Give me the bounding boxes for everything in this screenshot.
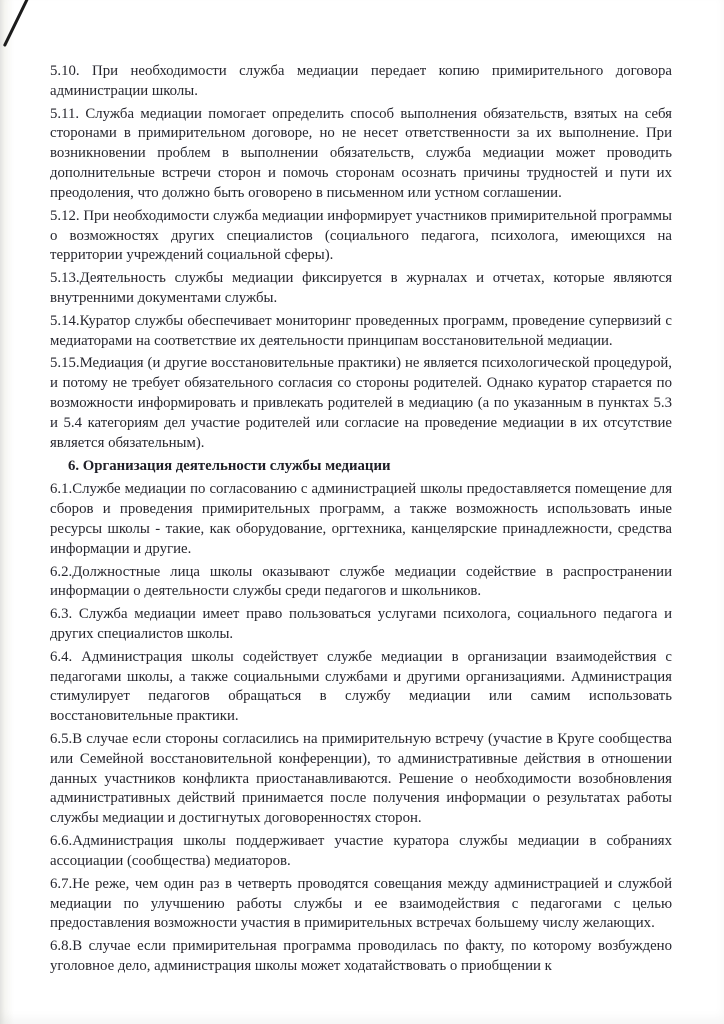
- clause-6-7: 6.7.Не реже, чем один раз в четверть проводятся совещания между администрацией и службой медиации по улучшению работы службы и ее взаимодействия с педагогами с целью предоставления возможности участия в примирительных встречах большему числу желающих.: [50, 875, 672, 932]
- clause-6-5: 6.5.В случае если стороны согласились на примирительную встречу (участие в Круге сообщества или Семейной восстановительной конференции), то административные действия в отношении данных участников конфликта приостанавливаются. Решение о необходимости возобновления административных действий принимается после получения информации о результатах работы службы медиации и достигнутых договоренностях сторон.: [50, 731, 672, 827]
- clause-6-3: 6.3. Служба медиации имеет право пользоваться услугами психолога, социального педагога и других специалистов школы.: [50, 606, 672, 642]
- clause-6-8: 6.8.В случае если примирительная программа проводилась по факту, по которому возбуждено уголовное дело, администрация школы может ходатайствовать о приобщении к: [50, 938, 672, 974]
- section-6-heading: 6. Организация деятельности службы медиации: [68, 458, 391, 475]
- clause-5-13: 5.13.Деятельность службы медиации фиксируется в журналах и отчетах, которые являются внутренними документами службы.: [50, 270, 672, 306]
- clause-5-14: 5.14.Куратор службы обеспечивает мониторинг проведенных программ, проведение супервизий с медиаторами на соответствие их деятельности принципам восстановительной медиации.: [50, 312, 672, 349]
- clause-5-12: 5.12. При необходимости служба медиации информирует участников примирительной программы о возможностях других специалистов (социального педагога, психолога, имеющихся на территории учреждений социальной сферы).: [50, 207, 672, 264]
- clause-6-6: 6.6.Администрация школы поддерживает участие куратора службы медиации в собраниях ассоциации (сообщества) медиаторов.: [50, 833, 672, 869]
- clause-5-10: 5.10. При необходимости служба медиации передает копию примирительного договора администрации школы.: [50, 63, 672, 99]
- clause-5-11: 5.11. Служба медиации помогает определить способ выполнения обязательств, взятых на себя сторонами в примирительном договоре, но не несет ответственности за их выполнение. При возникновении проблем в выполнении обязательств, служба медиации может проводить дополнительные встречи сторон и помочь сторонам осознать причины трудностей и пути их преодоления, что должно быть оговорено в письменном или устном соглашении.: [50, 105, 672, 201]
- document-content: [50, 62, 672, 980]
- clause-6-4: 6.4. Администрация школы содействует службе медиации в организации взаимодействия с педагогами школы, а также социальными службами и другими организациями. Администрация стимулирует педагогов обращаться в службу медиации или самим использовать восстановительные практики.: [50, 648, 672, 725]
- clause-6-2: 6.2.Должностные лица школы оказывают службе медиации содействие в распространении информации о деятельности службы среди педагогов и школьников.: [50, 563, 672, 600]
- clause-6-1: 6.1.Службе медиации по согласованию с администрацией школы предоставляется помещение для сборов и проведения примирительных программ, а также возможность использовать иные ресурсы школы - такие, как оборудование, оргтехника, канцелярские принадлежности, средства информации и другие.: [50, 481, 672, 557]
- clause-5-15: 5.15.Медиация (и другие восстановительные практики) не является психологической процедурой, и потому не требует обязательного согласия со стороны родителей. Однако куратор старается по возможности информировать и привлекать родителей в медиацию (а по указанным в пунктах 5.3 и 5.4 категориям дел участие родителей или согласие на проведение медиации в их отсутствие является обязательным).: [50, 355, 672, 451]
- scan-corner-mark: [3, 0, 33, 47]
